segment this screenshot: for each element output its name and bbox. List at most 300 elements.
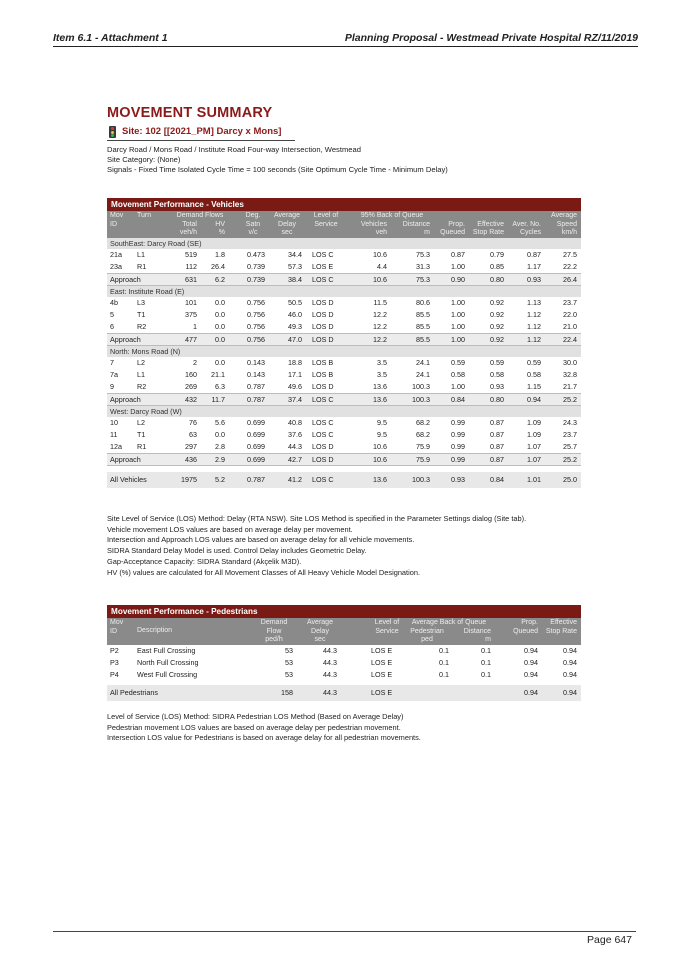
cell-deg-satn: 0.756 <box>247 310 265 319</box>
cell-queue-distance: 24.1 <box>416 370 430 379</box>
table-row <box>107 669 581 681</box>
cell-los: LOS C <box>312 430 334 439</box>
cell-stop-rate: 0.92 <box>490 298 504 307</box>
site-info-line: Darcy Road / Mons Road / Institute Road Four-way Intersection, Westmead <box>107 145 361 154</box>
cell-total-flow: 112 <box>185 262 197 271</box>
note-line: Site Level of Service (LOS) Method: Delay (RTA NSW). Site LOS Method is specified in the Parameter Settings dialog (Site tab). <box>107 514 527 523</box>
hdr-mov: Mov ID <box>110 212 124 228</box>
cell-queue-vehicles: 13.6 <box>373 395 387 404</box>
cell-cycles: 1.01 <box>527 475 541 484</box>
cell-turn: L3 <box>137 298 145 307</box>
cell-avg-delay: 49.6 <box>288 382 302 391</box>
cell-avg-delay: 44.3 <box>288 442 302 451</box>
cell-avg-delay: 18.8 <box>288 358 302 367</box>
hdr-average-delay: Average Delay sec <box>274 212 300 236</box>
cell-avg-speed: 23.7 <box>563 430 577 439</box>
cell-avg-delay: 44.3 <box>323 670 337 679</box>
table-row <box>107 429 581 441</box>
all-pedestrians-row <box>107 685 581 701</box>
cell-queue-vehicles: 13.6 <box>373 475 387 484</box>
cell-queue-vehicles: 12.2 <box>373 310 387 319</box>
note-line: Level of Service (LOS) Method: SIDRA Pedestrian LOS Method (Based on Average Delay) <box>107 712 404 721</box>
cell-avg-speed: 21.7 <box>563 382 577 391</box>
hdr-ped-average-delay: Average Delay sec <box>307 619 333 643</box>
hdr-ped-level-of-service: Level of Service <box>374 619 400 635</box>
cell-deg-satn: 0.787 <box>247 382 265 391</box>
cell-total-flow: 160 <box>185 370 197 379</box>
approach-group-heading: East: Institute Road (E) <box>107 286 581 297</box>
cell-deg-satn: 0.699 <box>247 418 265 427</box>
cell-avg-speed: 22.0 <box>563 310 577 319</box>
all-vehicles-row <box>107 472 581 488</box>
cell-total-flow: 1 <box>193 322 197 331</box>
cell-mov-id: 4b <box>110 298 118 307</box>
cell-los: LOS C <box>312 395 334 404</box>
cell-los: LOS D <box>312 298 334 307</box>
cell-stop-rate: 0.93 <box>490 382 504 391</box>
cell-hv: 0.0 <box>215 310 225 319</box>
cell-queue-pedestrian: 0.1 <box>439 646 449 655</box>
cell-queue-distance: 0.1 <box>481 658 491 667</box>
cell-cycles: 1.12 <box>527 310 541 319</box>
cell-turn: T1 <box>137 430 146 439</box>
cell-hv: 5.6 <box>215 418 225 427</box>
table-row <box>107 645 581 657</box>
cell-avg-delay: 37.4 <box>288 395 302 404</box>
hdr-hv: HV % <box>215 220 225 236</box>
cell-prop-queued: 0.94 <box>524 670 538 679</box>
cell-hv: 2.8 <box>215 442 225 451</box>
cell-los: LOS C <box>312 250 334 259</box>
cell-turn: R2 <box>137 322 147 331</box>
cell-demand-flow: 53 <box>285 658 293 667</box>
hdr-aver-no-cycles: Aver. No. Cycles <box>512 220 541 236</box>
cell-avg-speed: 32.8 <box>563 370 577 379</box>
cell-avg-delay: 44.3 <box>323 688 337 697</box>
cell-prop-queued: 0.94 <box>524 658 538 667</box>
table-row <box>107 381 581 393</box>
cell-los: LOS D <box>312 310 334 319</box>
table-row <box>107 297 581 309</box>
cell-turn: L2 <box>137 358 145 367</box>
header-left-text: Item 6.1 - Attachment 1 <box>53 32 168 44</box>
cell-queue-distance: 85.5 <box>416 310 430 319</box>
cell-prop-queued: 0.59 <box>451 358 465 367</box>
cell-mov-id: Approach <box>110 335 141 344</box>
cell-description: West Full Crossing <box>137 670 198 679</box>
cell-hv: 5.2 <box>215 475 225 484</box>
cell-queue-vehicles: 11.5 <box>373 298 387 307</box>
cell-stop-rate: 0.59 <box>490 358 504 367</box>
cell-queue-pedestrian: 0.1 <box>439 658 449 667</box>
table-row <box>107 369 581 381</box>
traffic-signal-icon <box>109 126 116 138</box>
cell-avg-speed: 21.0 <box>563 322 577 331</box>
site-info <box>107 145 448 175</box>
cell-prop-queued: 0.90 <box>451 275 465 284</box>
cell-queue-distance: 0.1 <box>481 646 491 655</box>
cell-hv: 21.1 <box>211 370 225 379</box>
cell-prop-queued: 0.93 <box>451 475 465 484</box>
hdr-ped-description: Description <box>137 627 173 634</box>
cell-avg-delay: 50.5 <box>288 298 302 307</box>
site-info-line: Signals - Fixed Time Isolated Cycle Time = 100 seconds (Site Optimum Cycle Time - Minimum Delay) <box>107 165 448 174</box>
note-line: Intersection and Approach LOS values are based on average delay for all vehicle movements. <box>107 535 415 545</box>
cell-los: LOS E <box>371 670 393 679</box>
cell-queue-vehicles: 10.6 <box>373 455 387 464</box>
cell-stop-rate: 0.92 <box>490 322 504 331</box>
cell-deg-satn: 0.787 <box>247 475 265 484</box>
cell-cycles: 0.93 <box>527 275 541 284</box>
cell-deg-satn: 0.739 <box>247 262 265 271</box>
cell-prop-queued: 1.00 <box>451 335 465 344</box>
cell-prop-queued: 0.94 <box>524 646 538 655</box>
cell-total-flow: 631 <box>185 275 197 284</box>
cell-queue-distance: 75.9 <box>416 455 430 464</box>
cell-queue-distance: 100.3 <box>412 395 430 404</box>
pedestrians-table-title: Movement Performance - Pedestrians <box>107 605 581 618</box>
cell-turn: R1 <box>137 262 147 271</box>
cell-hv: 1.8 <box>215 250 225 259</box>
approach-group-heading: SouthEast: Darcy Road (SE) <box>107 238 581 249</box>
cell-stop-rate: 0.94 <box>563 688 577 697</box>
cell-cycles: 0.94 <box>527 395 541 404</box>
cell-cycles: 1.09 <box>527 430 541 439</box>
cell-avg-delay: 47.0 <box>288 335 302 344</box>
cell-avg-delay: 38.4 <box>288 275 302 284</box>
vehicles-table-title: Movement Performance - Vehicles <box>107 198 581 211</box>
cell-hv: 0.0 <box>215 322 225 331</box>
header-right-text: Planning Proposal - Westmead Private Hospital RZ/11/2019 <box>344 32 638 44</box>
cell-cycles: 1.07 <box>527 455 541 464</box>
cell-avg-delay: 46.0 <box>288 310 302 319</box>
cell-prop-queued: 1.00 <box>451 310 465 319</box>
cell-mov-id: 5 <box>110 310 114 319</box>
table-row <box>107 309 581 321</box>
pedestrians-table <box>107 605 581 701</box>
table-row <box>107 249 581 261</box>
hdr-deg-satn: Deg. Satn v/c <box>245 212 261 236</box>
cell-queue-vehicles: 12.2 <box>373 335 387 344</box>
cell-los: LOS C <box>312 475 334 484</box>
cell-stop-rate: 0.87 <box>490 455 504 464</box>
cell-mov-id: All Pedestrians <box>110 688 158 697</box>
cell-los: LOS D <box>312 335 334 344</box>
cell-hv: 0.0 <box>215 298 225 307</box>
cell-total-flow: 477 <box>185 335 197 344</box>
cell-turn: L1 <box>137 370 145 379</box>
vehicles-table-body <box>107 238 581 488</box>
cell-hv: 6.2 <box>215 275 225 284</box>
cell-stop-rate: 0.87 <box>490 430 504 439</box>
cell-mov-id: Approach <box>110 275 141 284</box>
table-row <box>107 441 581 453</box>
vehicles-table <box>107 198 581 488</box>
cell-hv: 26.4 <box>211 262 225 271</box>
cell-cycles: 1.13 <box>527 298 541 307</box>
cell-stop-rate: 0.80 <box>490 395 504 404</box>
cell-total-flow: 297 <box>185 442 197 451</box>
cell-stop-rate: 0.80 <box>490 275 504 284</box>
cell-hv: 2.9 <box>215 455 225 464</box>
hdr-prop-queued: Prop. Queued <box>440 220 465 236</box>
cell-queue-vehicles: 10.6 <box>373 442 387 451</box>
hdr-back-of-queue: 95% Back of Queue <box>360 212 424 219</box>
cell-mov-id: 12a <box>110 442 122 451</box>
cell-avg-speed: 25.7 <box>563 442 577 451</box>
table-row <box>107 657 581 669</box>
cell-avg-delay: 42.7 <box>288 455 302 464</box>
cell-prop-queued: 0.99 <box>451 442 465 451</box>
approach-row <box>107 393 581 406</box>
cell-queue-distance: 100.3 <box>412 382 430 391</box>
cell-demand-flow: 158 <box>281 688 293 697</box>
hdr-demand-flows: Demand Flows <box>176 212 224 219</box>
cell-queue-distance: 24.1 <box>416 358 430 367</box>
cell-queue-distance: 0.1 <box>481 670 491 679</box>
table-row <box>107 417 581 429</box>
hdr-total: Total veh/h <box>179 220 197 236</box>
hdr-ped-demand-flow: Demand Flow ped/h <box>260 619 288 643</box>
cell-mov-id: 10 <box>110 418 118 427</box>
cell-los: LOS D <box>312 455 334 464</box>
pedestrians-table-header <box>107 618 581 645</box>
cell-stop-rate: 0.84 <box>490 475 504 484</box>
cell-queue-distance: 100.3 <box>412 475 430 484</box>
hdr-queue-distance: Distance m <box>402 220 430 236</box>
cell-queue-distance: 68.2 <box>416 430 430 439</box>
cell-queue-distance: 85.5 <box>416 322 430 331</box>
note-line: Vehicle movement LOS values are based on average delay per movement. <box>107 524 353 534</box>
footer-rule <box>53 931 636 932</box>
cell-avg-delay: 57.3 <box>288 262 302 271</box>
cell-los: LOS D <box>312 382 334 391</box>
cell-hv: 11.7 <box>211 395 225 404</box>
cell-avg-delay: 17.1 <box>288 370 302 379</box>
cell-prop-queued: 1.00 <box>451 262 465 271</box>
cell-hv: 0.0 <box>215 358 225 367</box>
cell-total-flow: 2 <box>193 358 197 367</box>
pedestrians-table-body <box>107 645 581 701</box>
cell-mov-id: 21a <box>110 250 122 259</box>
cell-cycles: 1.17 <box>527 262 541 271</box>
cell-deg-satn: 0.756 <box>247 322 265 331</box>
note-line: Intersection LOS value for Pedestrians is based on average delay for all pedestrian movements. <box>107 733 421 743</box>
cell-avg-speed: 26.4 <box>563 275 577 284</box>
cell-prop-queued: 1.00 <box>451 322 465 331</box>
cell-prop-queued: 0.99 <box>451 455 465 464</box>
cell-mov-id: P4 <box>110 670 119 679</box>
approach-row <box>107 273 581 286</box>
cell-stop-rate: 0.94 <box>563 658 577 667</box>
cell-prop-queued: 1.00 <box>451 298 465 307</box>
cell-prop-queued: 1.00 <box>451 382 465 391</box>
cell-avg-speed: 25.2 <box>563 455 577 464</box>
movement-summary-title: MOVEMENT SUMMARY <box>107 105 273 121</box>
cell-prop-queued: 0.87 <box>451 250 465 259</box>
page-header <box>53 31 638 47</box>
cell-total-flow: 1975 <box>181 475 197 484</box>
pedestrian-notes <box>107 712 421 744</box>
cell-cycles: 0.58 <box>527 370 541 379</box>
note-line: SIDRA Standard Delay Model is used. Control Delay includes Geometric Delay. <box>107 546 367 556</box>
cell-cycles: 0.59 <box>527 358 541 367</box>
cell-stop-rate: 0.92 <box>490 310 504 319</box>
cell-queue-vehicles: 3.5 <box>377 358 387 367</box>
cell-los: LOS B <box>312 358 334 367</box>
cell-queue-vehicles: 3.5 <box>377 370 387 379</box>
cell-queue-distance: 85.5 <box>416 335 430 344</box>
hdr-turn: Turn <box>137 212 152 219</box>
cell-avg-speed: 22.2 <box>563 262 577 271</box>
cell-avg-speed: 30.0 <box>563 358 577 367</box>
cell-deg-satn: 0.699 <box>247 430 265 439</box>
cell-description: North Full Crossing <box>137 658 199 667</box>
cell-queue-distance: 75.9 <box>416 442 430 451</box>
cell-queue-vehicles: 10.6 <box>373 250 387 259</box>
cell-los: LOS D <box>312 442 334 451</box>
cell-demand-flow: 53 <box>285 646 293 655</box>
cell-deg-satn: 0.699 <box>247 455 265 464</box>
cell-cycles: 1.09 <box>527 418 541 427</box>
cell-cycles: 1.15 <box>527 382 541 391</box>
cell-mov-id: 11 <box>110 430 118 439</box>
hdr-average-speed: Average Speed km/h <box>551 212 577 236</box>
cell-los: LOS D <box>312 322 334 331</box>
cell-deg-satn: 0.756 <box>247 298 265 307</box>
cell-avg-speed: 22.4 <box>563 335 577 344</box>
cell-queue-vehicles: 9.5 <box>377 430 387 439</box>
cell-queue-distance: 31.3 <box>416 262 430 271</box>
cell-demand-flow: 53 <box>285 670 293 679</box>
approach-group-heading: West: Darcy Road (W) <box>107 406 581 417</box>
cell-stop-rate: 0.87 <box>490 418 504 427</box>
cell-total-flow: 519 <box>185 250 197 259</box>
cell-mov-id: P3 <box>110 658 119 667</box>
cell-queue-pedestrian: 0.1 <box>439 670 449 679</box>
cell-avg-delay: 40.8 <box>288 418 302 427</box>
cell-mov-id: 7 <box>110 358 114 367</box>
cell-prop-queued: 0.94 <box>524 688 538 697</box>
cell-stop-rate: 0.94 <box>563 670 577 679</box>
cell-stop-rate: 0.79 <box>490 250 504 259</box>
cell-deg-satn: 0.143 <box>247 370 265 379</box>
hdr-ped-distance: Distance m <box>463 627 491 643</box>
note-line: HV (%) values are calculated for All Movement Classes of All Heavy Vehicle Model Designation. <box>107 567 421 577</box>
cell-mov-id: Approach <box>110 395 141 404</box>
cell-cycles: 1.12 <box>527 322 541 331</box>
cell-mov-id: P2 <box>110 646 119 655</box>
cell-deg-satn: 0.739 <box>247 275 265 284</box>
cell-queue-distance: 75.3 <box>416 250 430 259</box>
hdr-ped-prop-queued: Prop. Queued <box>513 619 538 635</box>
cell-deg-satn: 0.143 <box>247 358 265 367</box>
cell-prop-queued: 0.84 <box>451 395 465 404</box>
cell-los: LOS E <box>371 688 393 697</box>
cell-avg-delay: 37.6 <box>288 430 302 439</box>
cell-stop-rate: 0.87 <box>490 442 504 451</box>
cell-turn: T1 <box>137 310 146 319</box>
cell-avg-speed: 25.2 <box>563 395 577 404</box>
table-row <box>107 321 581 333</box>
vehicles-table-header <box>107 211 581 238</box>
cell-avg-speed: 23.7 <box>563 298 577 307</box>
cell-avg-delay: 34.4 <box>288 250 302 259</box>
cell-hv: 0.0 <box>215 335 225 344</box>
cell-los: LOS E <box>371 646 393 655</box>
cell-total-flow: 375 <box>185 310 197 319</box>
cell-mov-id: Approach <box>110 455 141 464</box>
cell-deg-satn: 0.787 <box>247 395 265 404</box>
cell-queue-vehicles: 13.6 <box>373 382 387 391</box>
cell-avg-delay: 44.3 <box>323 658 337 667</box>
site-name: Site: 102 [[2021_PM] Darcy x Mons] <box>122 126 282 137</box>
cell-avg-speed: 25.0 <box>563 475 577 484</box>
cell-mov-id: 23a <box>110 262 122 271</box>
approach-row <box>107 453 581 466</box>
cell-total-flow: 269 <box>185 382 197 391</box>
cell-total-flow: 432 <box>185 395 197 404</box>
cell-avg-speed: 24.3 <box>563 418 577 427</box>
vehicles-notes <box>107 514 526 578</box>
cell-mov-id: 9 <box>110 382 114 391</box>
approach-group-heading: North: Mons Road (N) <box>107 346 581 357</box>
cell-turn: R2 <box>137 382 147 391</box>
cell-queue-distance: 68.2 <box>416 418 430 427</box>
cell-avg-speed: 27.5 <box>563 250 577 259</box>
hdr-ped-effective-stop-rate: Effective Stop Rate <box>545 619 577 635</box>
cell-queue-vehicles: 4.4 <box>377 262 387 271</box>
cell-mov-id: 7a <box>110 370 118 379</box>
cell-hv: 0.0 <box>215 430 225 439</box>
cell-los: LOS C <box>312 275 334 284</box>
cell-hv: 6.3 <box>215 382 225 391</box>
cell-total-flow: 101 <box>185 298 197 307</box>
cell-mov-id: 6 <box>110 322 114 331</box>
hdr-queue-vehicles: Vehicles veh <box>360 220 387 236</box>
cell-los: LOS B <box>312 370 334 379</box>
cell-deg-satn: 0.473 <box>247 250 265 259</box>
cell-mov-id: All Vehicles <box>110 475 147 484</box>
cell-queue-distance: 75.3 <box>416 275 430 284</box>
cell-los: LOS E <box>312 262 334 271</box>
cell-stop-rate: 0.92 <box>490 335 504 344</box>
cell-total-flow: 63 <box>189 430 197 439</box>
hdr-level-of-service: Level of Service <box>313 212 339 228</box>
cell-avg-delay: 44.3 <box>323 646 337 655</box>
site-heading <box>107 125 295 141</box>
cell-turn: R1 <box>137 442 147 451</box>
hdr-ped-mov: Mov ID <box>110 619 124 635</box>
hdr-ped-back-of-queue: Average Back of Queue <box>411 619 487 626</box>
table-row <box>107 357 581 369</box>
cell-cycles: 1.07 <box>527 442 541 451</box>
cell-queue-distance: 80.6 <box>416 298 430 307</box>
hdr-effective-stop-rate: Effective Stop Rate <box>472 220 504 236</box>
cell-turn: L1 <box>137 250 145 259</box>
cell-queue-vehicles: 9.5 <box>377 418 387 427</box>
cell-los: LOS C <box>312 418 334 427</box>
cell-los: LOS E <box>371 658 393 667</box>
site-info-line: Site Category: (None) <box>107 155 181 164</box>
cell-avg-delay: 49.3 <box>288 322 302 331</box>
cell-stop-rate: 0.58 <box>490 370 504 379</box>
cell-cycles: 0.87 <box>527 250 541 259</box>
cell-total-flow: 436 <box>185 455 197 464</box>
cell-avg-delay: 41.2 <box>288 475 302 484</box>
cell-prop-queued: 0.99 <box>451 430 465 439</box>
approach-row <box>107 333 581 346</box>
